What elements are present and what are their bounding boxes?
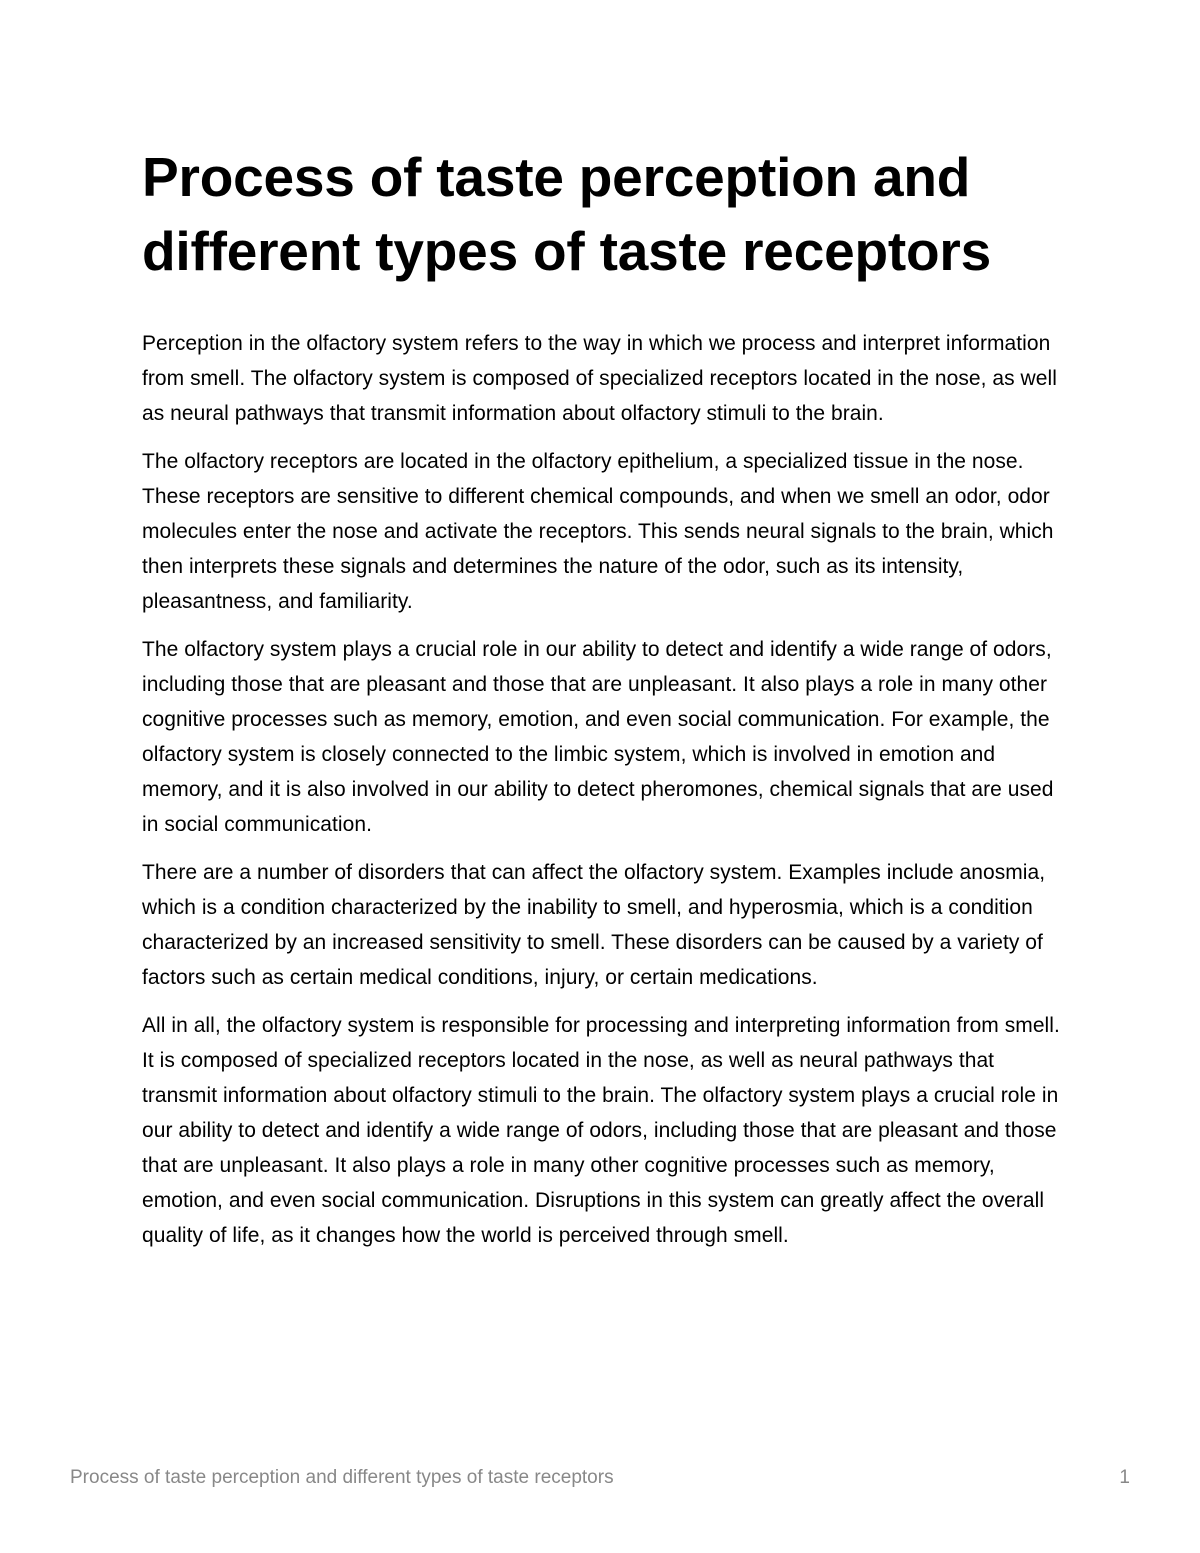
footer-title: Process of taste perception and different types of taste receptors	[70, 1467, 614, 1488]
paragraph-3: The olfactory system plays a crucial role in our ability to detect and identify a wide range of odors, including those that are pleasant and those that are unpleasant. It also plays a role in many other cognitive processes such as memory, emotion, and even social communication. For example, the olfactory system is closely connected to the limbic system, which is involved in emotion and memory, and it is also involved in our ability to detect pheromones, chemical signals that are used in social communication.	[142, 638, 1054, 836]
paragraph-5: All in all, the olfactory system is responsible for processing and interpreting information from smell. It is composed of specialized receptors located in the nose, as well as neural pathways that transmit information about olfactory stimuli to the brain. The olfactory system plays a crucial role in our ability to detect and identify a wide range of odors, including those that are pleasant and those that are unpleasant. It also plays a role in many other cognitive processes such as memory, emotion, and even social communication. Disruptions in this system can greatly affect the overall quality of life, as it changes how the world is perceived through smell.	[142, 1014, 1060, 1247]
document-title: Process of taste perception and different types of taste receptors	[142, 146, 991, 282]
page-footer	[70, 1464, 1130, 1492]
paragraph-1: Perception in the olfactory system refers to the way in which we process and interpret information from smell. The olfactory system is composed of specialized receptors located in the nose, as well as neural pathways that transmit information about olfactory stimuli to the brain.	[142, 332, 1057, 425]
paragraph-2: The olfactory receptors are located in the olfactory epithelium, a specialized tissue in the nose. These receptors are sensitive to different chemical compounds, and when we smell an odor, odor molecules enter the nose and activate the receptors. This sends neural signals to the brain, which then interprets these signals and determines the nature of the odor, such as its intensity, pleasantness, and familiarity.	[142, 450, 1054, 613]
page-number: 1	[1119, 1467, 1130, 1488]
document-body	[142, 140, 1072, 1266]
paragraph-4: There are a number of disorders that can affect the olfactory system. Examples include anosmia, which is a condition characterized by the inability to smell, and hyperosmia, which is a condition characterized by an increased sensitivity to smell. These disorders can be caused by a variety of factors such as certain medical conditions, injury, or certain medications.	[142, 861, 1046, 989]
